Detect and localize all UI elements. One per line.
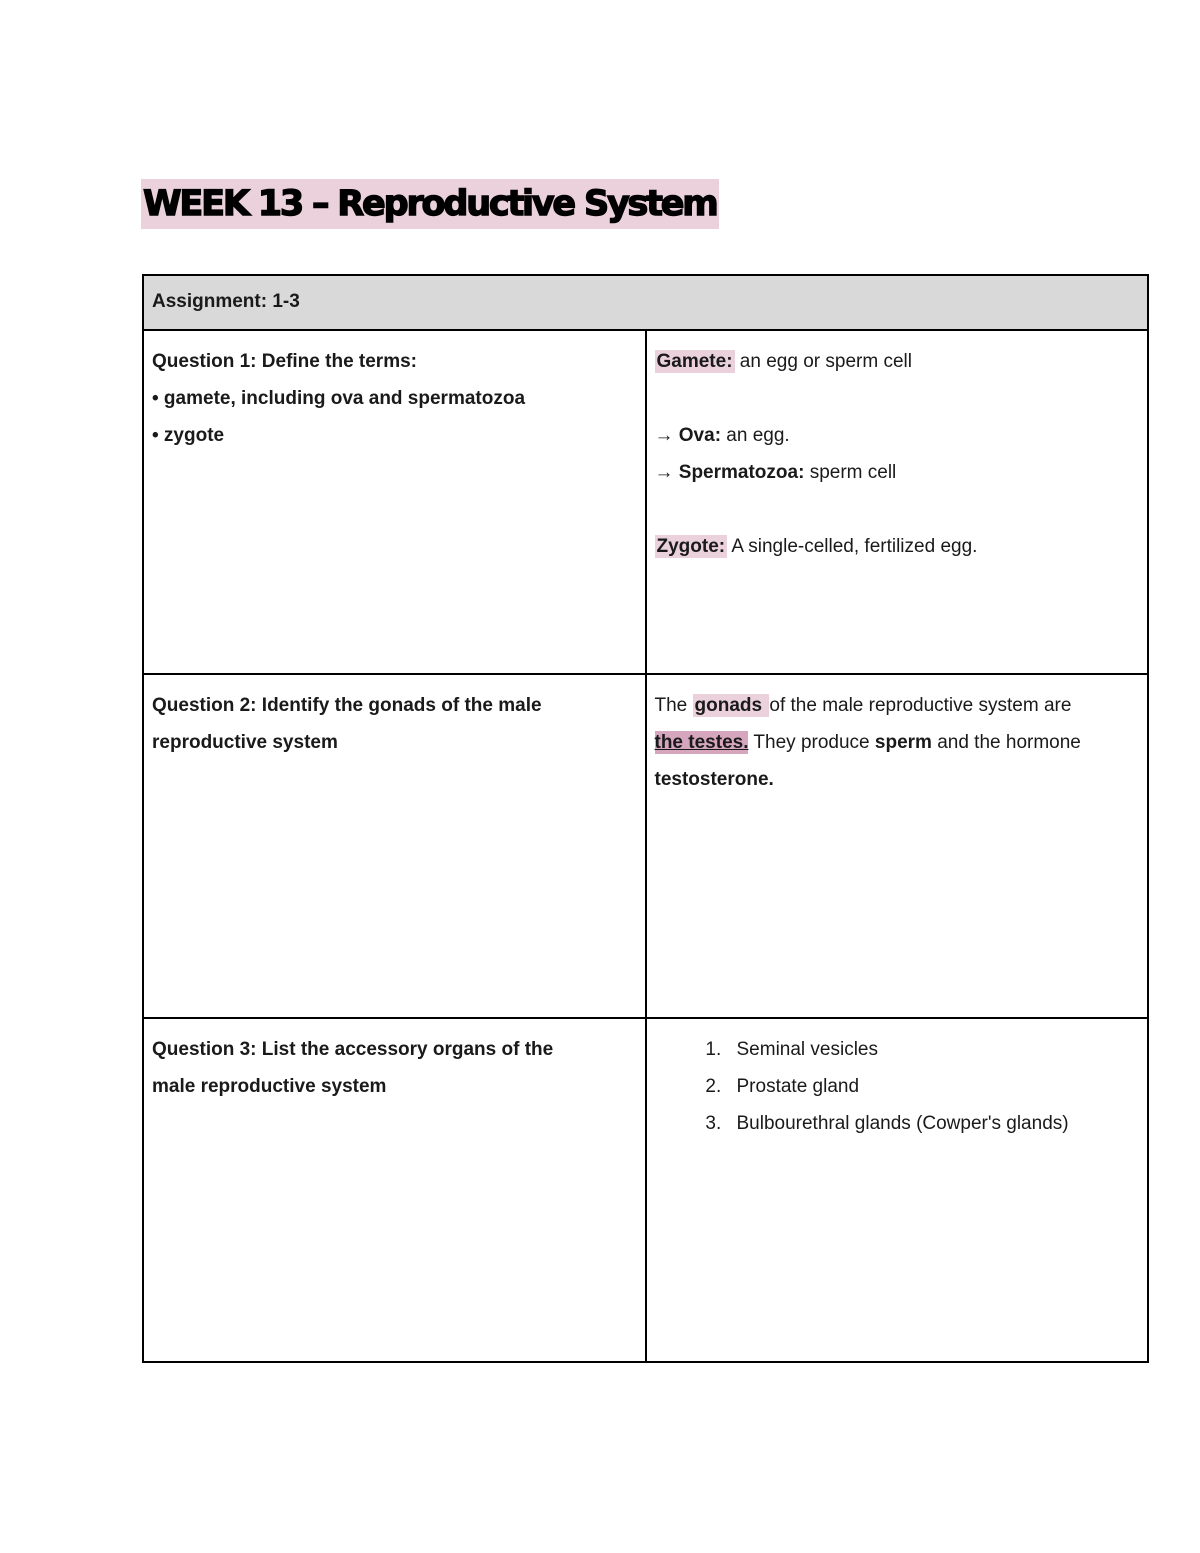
answer-2-line-3 bbox=[655, 761, 1140, 798]
answer-2-line-1 bbox=[655, 687, 1140, 724]
spacer bbox=[655, 491, 1140, 528]
zygote-def-text: A single-celled, fertilized egg. bbox=[727, 536, 978, 557]
list-item: 1. Seminal vesicles bbox=[727, 1031, 1140, 1068]
question-3-cell bbox=[143, 1018, 646, 1362]
sperm-term: sperm bbox=[874, 732, 932, 753]
spacer bbox=[655, 380, 1140, 417]
testosterone-term: testosterone. bbox=[654, 769, 774, 790]
gonads-term: gonads bbox=[694, 695, 768, 716]
answer-2-text: They produce bbox=[748, 732, 875, 753]
ova-definition bbox=[655, 417, 1140, 454]
question-2-prompt-line-2: reproductive system bbox=[152, 732, 338, 753]
question-1-cell bbox=[143, 330, 646, 674]
answer-2-line-2 bbox=[655, 724, 1140, 761]
question-row-2 bbox=[143, 674, 1148, 1018]
testes-term: the testes. bbox=[654, 732, 749, 753]
spermatozoa-definition bbox=[655, 454, 1140, 491]
spermatozoa-term: Spermatozoa: bbox=[678, 462, 805, 483]
answer-3-cell bbox=[646, 1018, 1149, 1362]
list-item: 3. Bulbourethral glands (Cowper's glands) bbox=[727, 1105, 1140, 1142]
page-title: WEEK 13 – Reproductive System bbox=[141, 179, 719, 229]
zygote-definition bbox=[655, 528, 1140, 565]
question-1-bullet-zygote: • zygote bbox=[152, 425, 225, 446]
ova-def-text: an egg. bbox=[721, 425, 790, 446]
accessory-organs-list bbox=[655, 1031, 1140, 1142]
answer-2-text: of the male reproductive system are bbox=[769, 695, 1072, 716]
question-3-prompt-line-2: male reproductive system bbox=[152, 1076, 387, 1097]
gamete-def-text: an egg or sperm cell bbox=[734, 351, 912, 372]
question-1-bullet-gamete: • gamete, including ova and spermatozoa bbox=[152, 388, 526, 409]
arrow-icon: → bbox=[654, 462, 679, 483]
answer-2-text: The bbox=[654, 695, 693, 716]
answer-2-cell bbox=[646, 674, 1149, 1018]
arrow-icon: → bbox=[654, 425, 679, 446]
answer-1-cell bbox=[646, 330, 1149, 674]
assignment-table bbox=[142, 274, 1149, 1363]
zygote-term: Zygote: bbox=[656, 536, 726, 557]
question-2-prompt-line-1: Question 2: Identify the gonads of the male bbox=[152, 695, 542, 716]
question-3-prompt-line-1: Question 3: List the accessory organs of the bbox=[152, 1039, 554, 1060]
header-row bbox=[143, 275, 1148, 330]
answer-2-text: and the hormone bbox=[931, 732, 1081, 753]
gamete-definition bbox=[655, 343, 1140, 380]
assignment-header: Assignment: 1-3 bbox=[143, 275, 1148, 330]
gamete-term: Gamete: bbox=[656, 351, 733, 372]
question-row-1 bbox=[143, 330, 1148, 674]
question-row-3 bbox=[143, 1018, 1148, 1362]
question-2-cell bbox=[143, 674, 646, 1018]
ova-term: Ova: bbox=[678, 425, 722, 446]
question-1-prompt: Question 1: Define the terms: bbox=[152, 351, 417, 372]
list-item: 2. Prostate gland bbox=[727, 1068, 1140, 1105]
spermatozoa-def-text: sperm cell bbox=[804, 462, 897, 483]
